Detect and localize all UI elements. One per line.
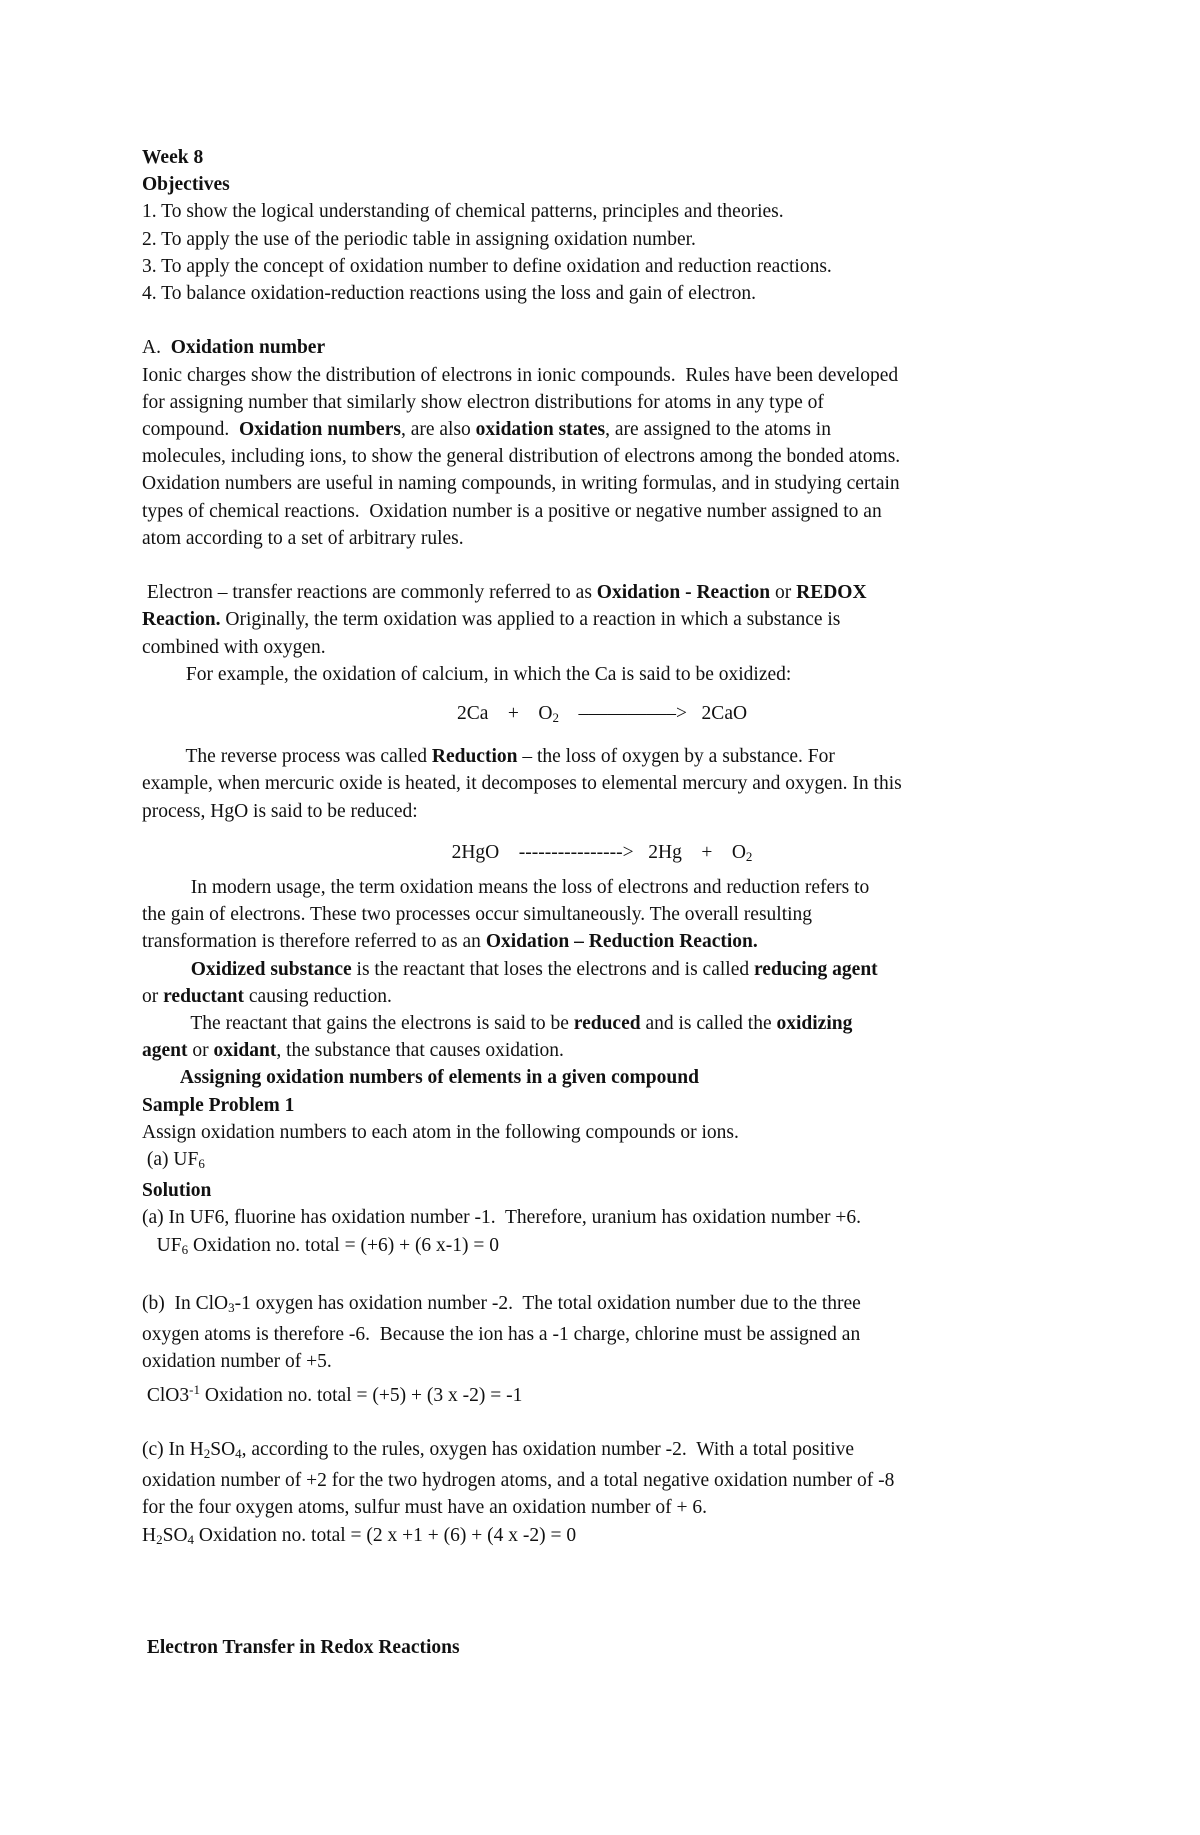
paragraph-line: compound. Oxidation numbers, are also oxidation states, are assigned to the atoms in [142, 419, 831, 441]
paragraph-line: or reductant causing reduction. [142, 985, 392, 1007]
paragraph-line: combined with oxygen. [142, 636, 326, 658]
week-title: Week 8 [142, 147, 204, 168]
paragraph-line: process, HgO is said to be reduced: [142, 800, 418, 822]
objective-item: 2. To apply the use of the periodic table in assigning oxidation number. [142, 228, 696, 250]
paragraph-line: Reaction. Originally, the term oxidation was applied to a reaction in which a substance is [142, 609, 841, 631]
solution-line: (a) In UF6, fluorine has oxidation number -1. Therefore, uranium has oxidation number +6. [142, 1207, 861, 1229]
sample-prompt: Assign oxidation numbers to each atom in the following compounds or ions. [142, 1121, 739, 1143]
paragraph-line: for assigning number that similarly show electron distributions for atoms in any type of [142, 391, 824, 413]
equation-calcium-oxidation: 2Ca + $O_2$ ––––––––––> 2CaO [456, 703, 748, 726]
paragraph-line: Electron – transfer reactions are commonly referred to as Oxidation - Reaction or REDOX [142, 582, 867, 604]
solution-line: oxygen atoms is therefore -6. Because the ion has a -1 charge, chlorine must be assigned an [142, 1324, 861, 1346]
paragraph-line: In modern usage, the term oxidation means the loss of electrons and reduction refers to [142, 877, 870, 899]
equation-mercuric-oxide-reduction: 2HgO ----------------> 2Hg + $O_2$ [451, 841, 753, 864]
paragraph-line: the gain of electrons. These two processes occur simultaneously. The overall resulting [142, 904, 813, 926]
solution-line: (b) In ClO$_3$-1 oxygen has oxidation number -2. The total oxidation number due to the three [142, 1293, 861, 1316]
solution-line: $UF_6$ Oxidation no. total = (+6) + (6 x-1) = 0 [142, 1234, 500, 1257]
paragraph-line: molecules, including ions, to show the general distribution of electrons among the bonded atoms. [142, 446, 901, 468]
sample-item-a: (a) $UF_6$ [142, 1149, 205, 1172]
solution-line: $ClO3^{-1}$ Oxidation no. total = (+5) + (3 x -2) = -1 [142, 1381, 523, 1406]
paragraph-line: atom according to a set of arbitrary rules. [142, 527, 464, 549]
section-a-heading: A. Oxidation number [142, 337, 326, 359]
paragraph-line: transformation is therefore referred to as an Oxidation – Reduction Reaction. [142, 931, 758, 953]
document-page [142, 144, 1062, 1662]
paragraph-line: agent or oxidant, the substance that causes oxidation. [142, 1040, 564, 1062]
paragraph-line: Oxidation numbers are useful in naming compounds, in writing formulas, and in studying certain [142, 473, 900, 495]
solution-heading: Solution [142, 1180, 212, 1202]
objective-item: 1. To show the logical understanding of chemical patterns, principles and theories. [142, 201, 784, 223]
objectives-heading: Objectives [142, 174, 230, 196]
solution-line: oxidation number of +2 for the two hydrogen atoms, and a total negative oxidation number of -8 [142, 1470, 895, 1492]
paragraph-line: For example, the oxidation of calcium, in which the Ca is said to be oxidized: [142, 663, 792, 685]
solution-line: $H_2SO_4$ Oxidation no. total = (2 x +1 + (6) + (4 x -2) = 0 [142, 1524, 577, 1547]
paragraph-line: types of chemical reactions. Oxidation number is a positive or negative number assigned to an [142, 500, 882, 522]
paragraph-line: The reverse process was called Reduction – the loss of oxygen by a substance. For [142, 746, 835, 768]
paragraph-line: example, when mercuric oxide is heated, it decomposes to elemental mercury and oxygen. In this [142, 773, 902, 795]
objective-item: 4. To balance oxidation-reduction reactions using the loss and gain of electron. [142, 283, 756, 305]
objective-item: 3. To apply the concept of oxidation number to define oxidation and reduction reactions. [142, 255, 832, 277]
solution-line: (c) In $H_2SO_4$, according to the rules, oxygen has oxidation number -2. With a total positive [142, 1439, 855, 1462]
solution-line: oxidation number of +5. [142, 1351, 332, 1373]
paragraph-line: Ionic charges show the distribution of electrons in ionic compounds. Rules have been developed [142, 364, 899, 386]
solution-line: for the four oxygen atoms, sulfur must have an oxidation number of + 6. [142, 1497, 708, 1519]
sample-problem-title: Sample Problem 1 [142, 1094, 295, 1116]
next-section-heading: Electron Transfer in Redox Reactions [142, 1637, 460, 1659]
paragraph-line: The reactant that gains the electrons is said to be reduced and is called the oxidizing [142, 1013, 853, 1035]
assign-heading: Assigning oxidation numbers of elements in a given compound [142, 1067, 699, 1089]
paragraph-line: Oxidized substance is the reactant that loses the electrons and is called reducing agent [190, 958, 878, 980]
